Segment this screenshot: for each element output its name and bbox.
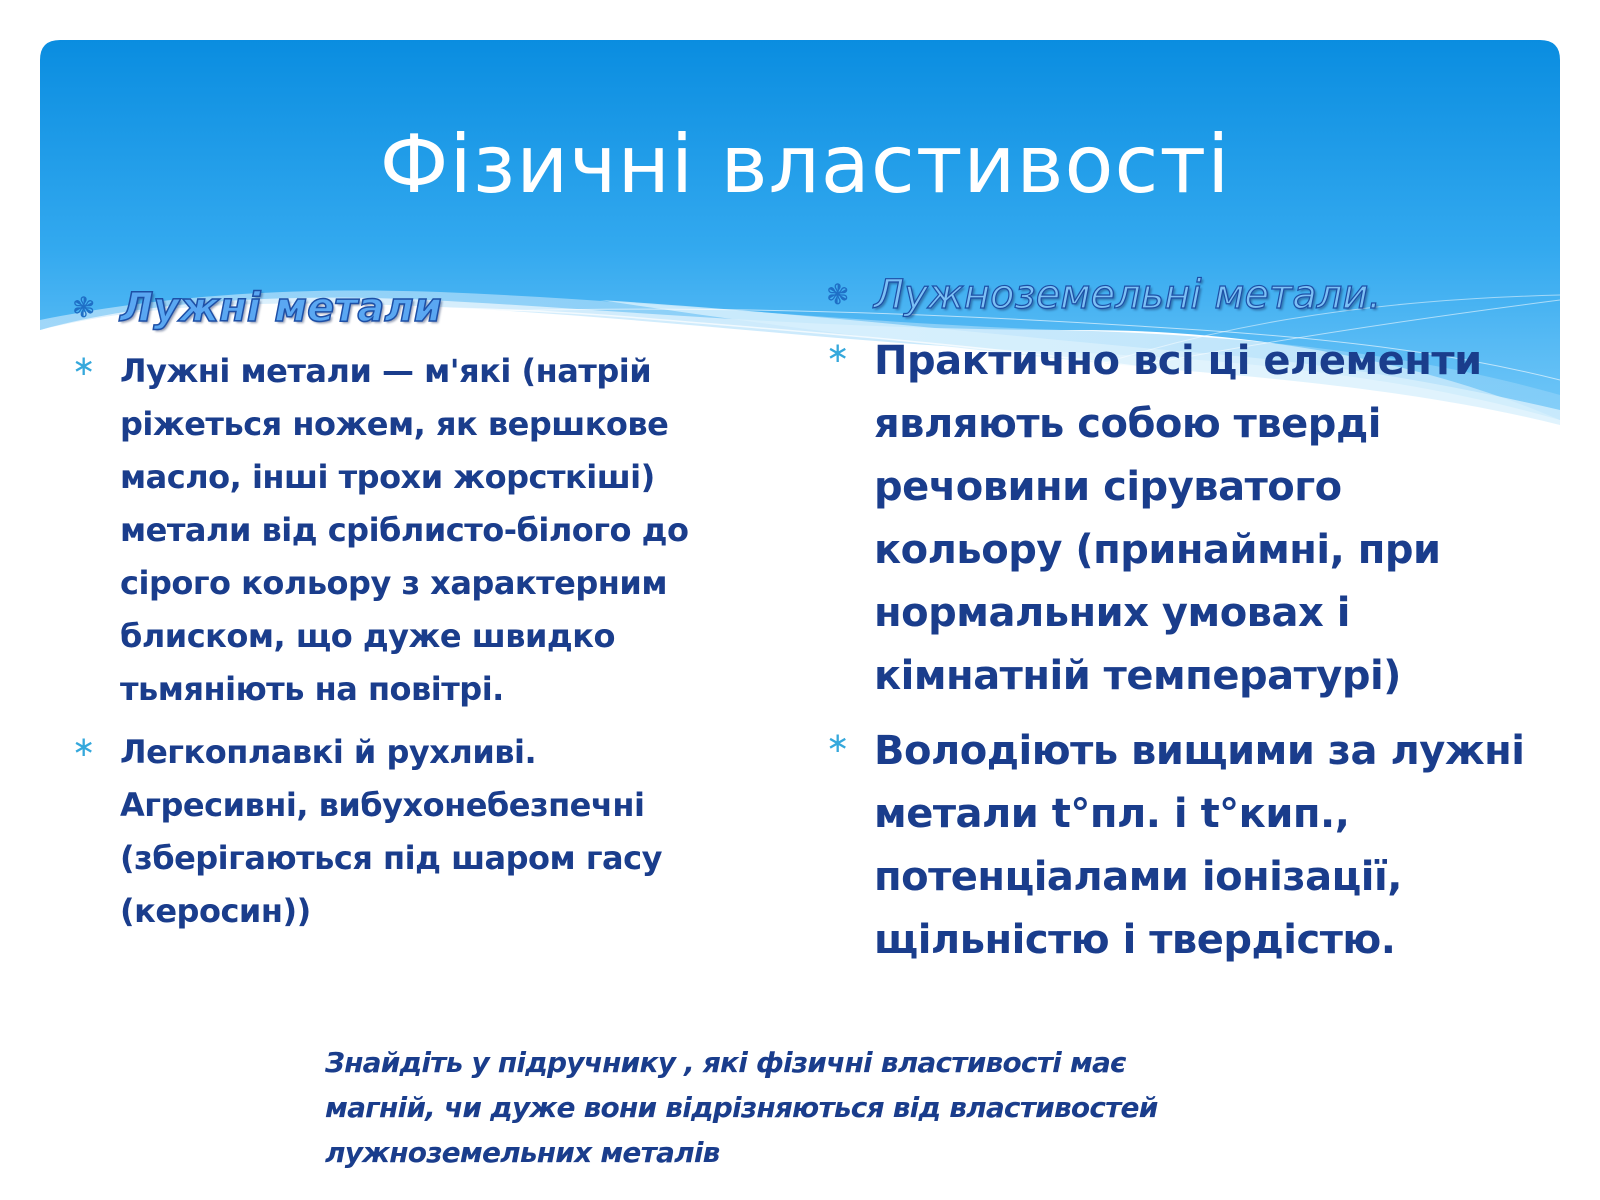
task-note-line: Знайдіть у підручнику , які фізичні властивості має <box>325 1046 1126 1079</box>
left-heading-item <box>72 285 722 331</box>
right-column <box>826 272 1526 972</box>
asterisk-bullet-icon: ∗ <box>72 349 96 382</box>
right-heading: Лужноземельні метали. <box>874 272 1382 318</box>
left-bullet-text: Лужні метали — м'які (натрій ріжеться ножем, як вершкове масло, інші трохи жорсткіші) метали від сріблисто-білого до сірого кольору з характерним блиском, що дуже швидко тьмяніють на повітрі. <box>120 352 689 708</box>
left-bullet-item <box>72 345 722 716</box>
left-bullet-text: Легкоплавкі й рухливі. Агресивні, вибухонебезпечні (зберігаються під шаром гасу (керосин)) <box>120 733 662 930</box>
right-bullet-text: Володіють вищими за лужні метали t°пл. і t°кип., потенціалами іонізації, щільністю і твердістю. <box>874 728 1525 963</box>
right-bullet-item <box>826 330 1526 708</box>
slide-title: Фізичні властивості <box>379 118 1231 211</box>
flower-bullet-icon: ❃ <box>72 291 96 324</box>
left-column <box>72 285 722 938</box>
left-heading: Лужні метали <box>120 285 442 331</box>
right-heading-item <box>826 272 1526 318</box>
right-bullet-text: Практично всі ці елементи являють собою тверді речовини сіруватого кольору (принаймні, при нормальних умовах і кімнатній температурі) <box>874 338 1482 699</box>
asterisk-bullet-icon: ∗ <box>826 336 850 369</box>
task-note-line: магній, чи дуже вони відрізняються від властивостей <box>325 1091 1158 1124</box>
asterisk-bullet-icon: ∗ <box>72 730 96 763</box>
task-note <box>325 1040 1225 1175</box>
asterisk-bullet-icon: ∗ <box>826 726 850 759</box>
flower-bullet-icon: ❃ <box>826 278 850 311</box>
right-bullet-item <box>826 720 1526 972</box>
left-bullet-item <box>72 726 722 938</box>
task-note-line: лужноземельних металів <box>325 1136 720 1169</box>
